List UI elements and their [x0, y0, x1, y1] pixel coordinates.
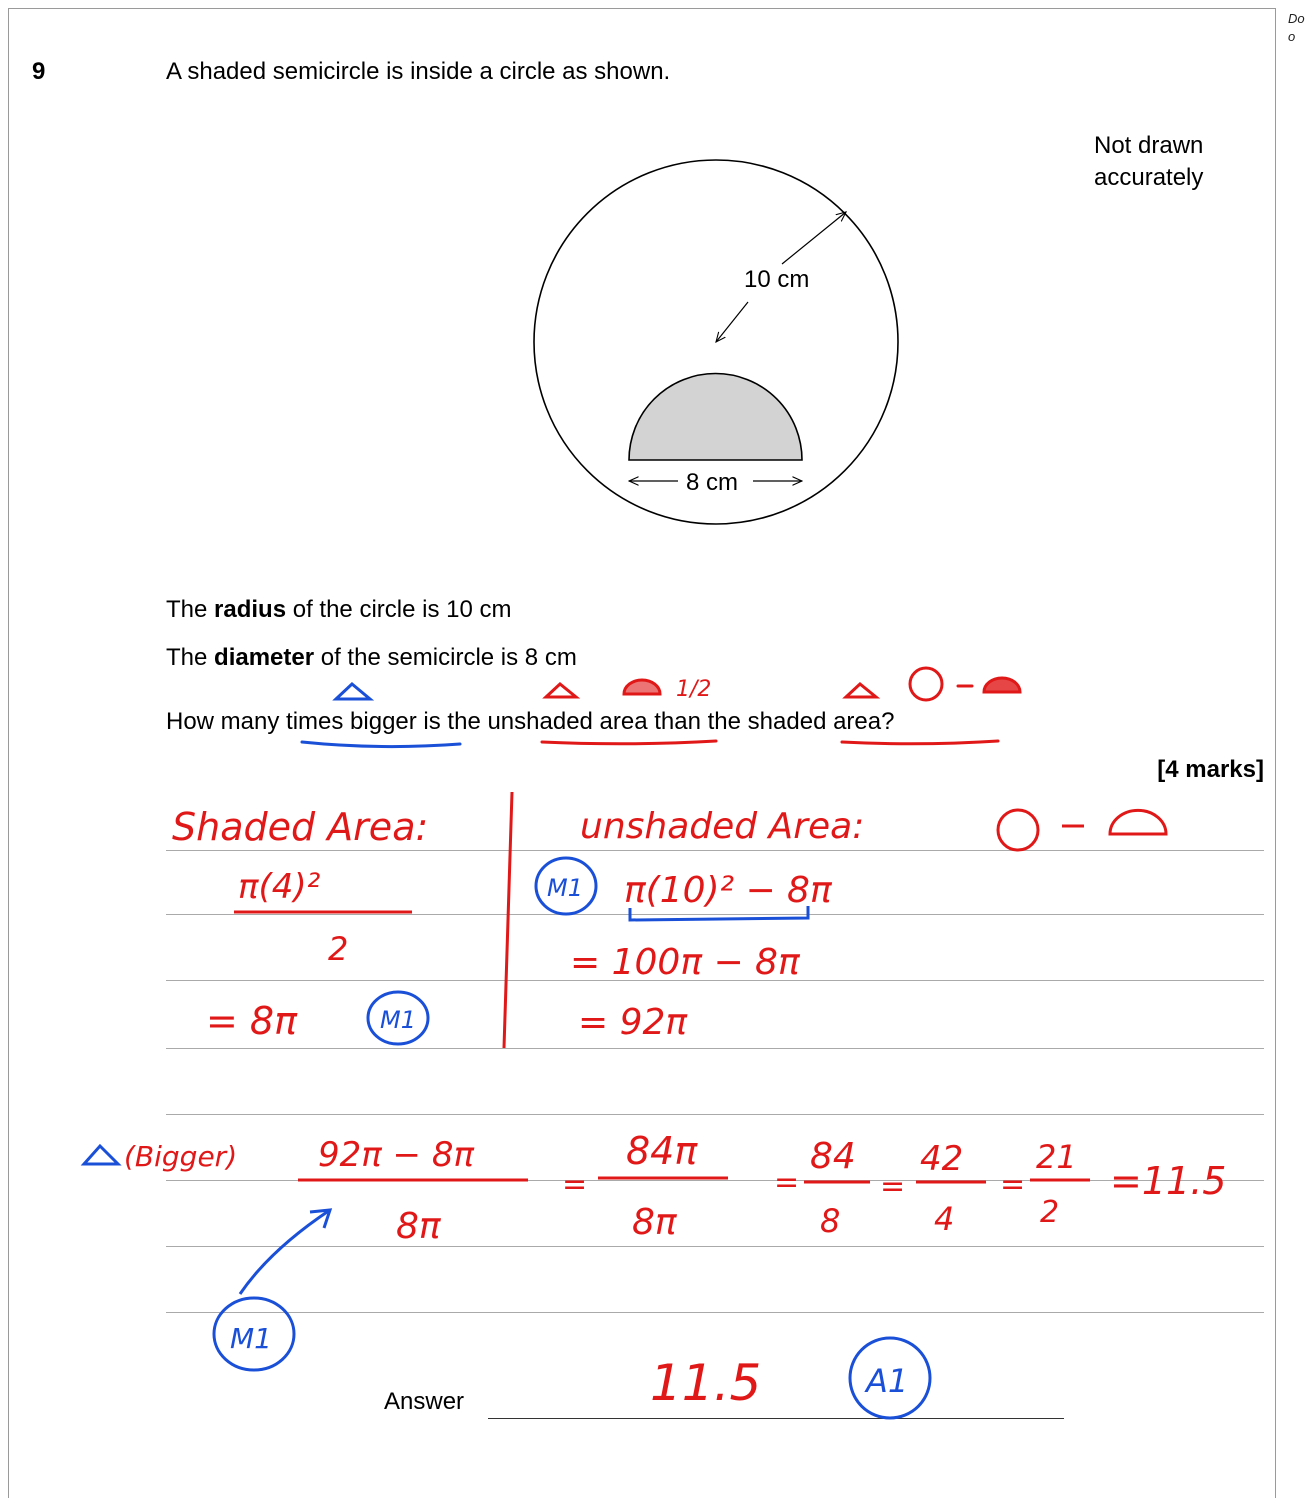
radius-text-post: of the circle is 10 cm — [286, 596, 512, 623]
unshaded-step3: = 92π — [578, 1002, 688, 1043]
shaded-heading: Shaded Area: — [172, 805, 429, 849]
column-divider — [504, 792, 512, 1048]
m1-mark: M1 — [230, 1322, 272, 1355]
fraction1-numerator: 92π − 8π — [318, 1135, 474, 1175]
radius-text-pre: The — [166, 596, 215, 623]
diameter-text-pre: The — [166, 644, 215, 671]
shaded-result: = 8π — [206, 999, 297, 1043]
answer-label: Answer — [384, 1388, 465, 1415]
fraction5-denominator: 2 — [1040, 1195, 1060, 1230]
diameter-label: 8 cm — [686, 469, 739, 496]
red-underline-shaded — [842, 741, 998, 744]
bigger-label: (Bigger) — [124, 1140, 238, 1173]
radius-label: 10 cm — [744, 266, 810, 293]
blue-triangle-icon — [336, 684, 370, 699]
unshaded-heading: unshaded Area: — [580, 806, 865, 847]
blue-underline — [302, 742, 460, 747]
equals-sign: = — [562, 1167, 588, 1202]
unshaded-step2: = 100π − 8π — [570, 942, 800, 983]
marks-badge: [4 marks] — [1157, 756, 1264, 783]
shaded-denominator: 2 — [328, 930, 349, 968]
red-triangle-icon — [846, 684, 876, 697]
red-semicircle-icon — [1110, 810, 1166, 834]
question-number: 9 — [32, 58, 46, 85]
question-stem: A shaded semicircle is inside a circle as shown. — [166, 58, 671, 85]
fraction4-numerator: 42 — [920, 1139, 964, 1179]
radius-keyword: radius — [214, 596, 287, 623]
prompt-annotations — [302, 668, 1020, 747]
fraction4-denominator: 4 — [934, 1200, 955, 1238]
red-semicircle-icon — [624, 680, 660, 694]
unshaded-step1: π(10)² − 8π — [624, 870, 832, 911]
fraction5-numerator: 21 — [1036, 1138, 1077, 1176]
red-triangle-icon — [546, 684, 576, 697]
answer-value: 11.5 — [650, 1354, 762, 1412]
a1-mark: A1 — [866, 1362, 909, 1400]
fraction1-denominator: 8π — [396, 1206, 441, 1247]
note-line-2: accurately — [1094, 164, 1204, 191]
note-line-1: Not drawn — [1094, 132, 1204, 159]
fraction2-numerator: 84π — [626, 1129, 698, 1173]
fraction3-numerator: 84 — [810, 1136, 856, 1177]
margin-note: Do o — [1288, 11, 1305, 44]
shaded-numerator: π(4)² — [238, 867, 321, 907]
m1-mark: M1 — [380, 1006, 416, 1034]
red-circle-icon — [998, 810, 1038, 850]
red-semicircle-icon — [984, 678, 1020, 692]
diameter-text-post: of the semicircle is 8 cm — [314, 644, 577, 671]
equals-sign: = — [774, 1165, 800, 1200]
question-prompt: How many times bigger is the unshaded area than the shaded area? — [166, 708, 895, 735]
red-circle-icon — [910, 668, 942, 700]
equals-sign: = — [1000, 1167, 1026, 1202]
m1-mark: M1 — [547, 874, 583, 902]
fraction3-denominator: 8 — [820, 1202, 841, 1240]
equals-sign: = — [880, 1169, 906, 1204]
red-underline-unshaded — [542, 741, 716, 744]
blue-arrow — [240, 1210, 330, 1294]
half-annotation: 1/2 — [676, 677, 712, 702]
red-triangle-icon — [84, 1146, 118, 1164]
diameter-keyword: diameter — [214, 644, 315, 671]
fraction2-denominator: 8π — [632, 1202, 677, 1243]
final-ratio: =11.5 — [1110, 1159, 1227, 1203]
